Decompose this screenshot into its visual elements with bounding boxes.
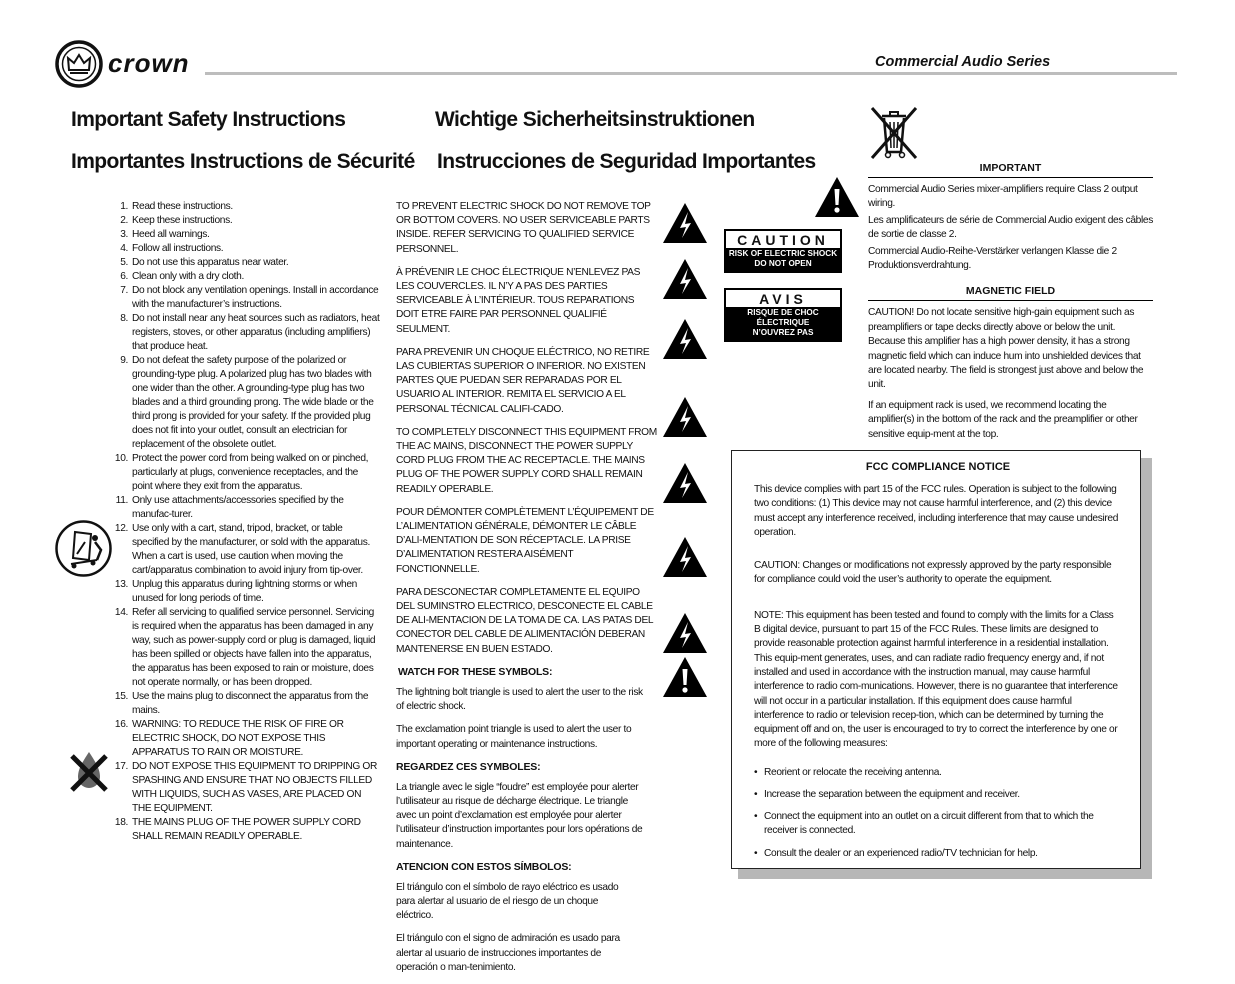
safety-instruction-item xyxy=(112,312,380,354)
safety-instruction-number: 1. xyxy=(120,201,128,212)
safety-instruction-text: Do not block any ventilation openings. Install in accordance with the manufacturer’s instructions. xyxy=(132,285,379,310)
safety-instruction-item xyxy=(112,256,380,270)
safety-instruction-item xyxy=(112,228,380,242)
watch-symbols-heading: WATCH FOR THESE SYMBOLS: xyxy=(398,665,553,678)
brand-wordmark: crown xyxy=(108,48,190,78)
atencion-heading: ATENCION CON ESTOS SÍMBOLOS: xyxy=(396,860,572,873)
safety-instruction-number: 9. xyxy=(120,355,128,366)
safety-instruction-number: 7. xyxy=(120,285,128,296)
title-fr: Importantes Instructions de Sécurité xyxy=(71,150,415,173)
safety-instruction-item xyxy=(112,522,380,578)
title-en: Important Safety Instructions xyxy=(71,108,346,131)
caution-plate-line1: RISK OF ELECTRIC SHOCK xyxy=(728,249,838,258)
lightning-triangle-icon xyxy=(662,202,708,244)
fcc-measure-item: • Consult the dealer or an experienced radio/TV technician for help. xyxy=(754,847,1122,861)
safety-instruction-text: Do not use this apparatus near water. xyxy=(132,257,289,268)
important-heading: IMPORTANT xyxy=(868,162,1153,178)
safety-instruction-number: 17. xyxy=(114,761,128,772)
safety-instruction-number: 13. xyxy=(114,579,128,590)
caution-plate-line2: DO NOT OPEN xyxy=(754,259,812,268)
safety-instruction-text: Heed all warnings. xyxy=(132,229,210,240)
fcc-paragraph-1: This device complies with part 15 of the FCC rules. Operation is subject to the following two conditions: (1) This device may not cause harmful interference, and (2) this device must accept any interference received, including interference that may cause undesired operation. xyxy=(754,484,1119,538)
regardez-heading: REGARDEZ CES SYMBOLES: xyxy=(396,760,541,773)
safety-instruction-item xyxy=(112,578,380,606)
magnetic-field-rack: If an equipment rack is used, we recommend locating the amplifier(s) in the bottom of the rack and the preamplifier or other sensitive equip-ment at the top. xyxy=(868,399,1138,440)
safety-instruction-item xyxy=(112,606,380,690)
exclamation-triangle-icon xyxy=(662,656,708,698)
weee-crossed-bin-icon xyxy=(868,104,920,162)
lightning-triangle-icon xyxy=(662,612,708,654)
safety-instruction-item xyxy=(112,354,380,452)
fcc-paragraph-3: NOTE: This equipment has been tested and found to comply with the limits for a Class B digital device, pursuant to part 15 of the FCC Rules. These limits are designed to provide reasonable protection against harmful interference in a residential installation. This equip-ment generates, uses, and can radiate radio frequency energy and, if not installed and used in accordance with the instruction manual, may cause harmful interference to radio com-munications. However, there is no guarantee that interference will not occur in a particular installation. If this equipment does cause harmful interference to radio or television recep-tion, which can be determined by turning the equipment off and on, the user is encouraged to try to correct the interference by one or more of the following measures: xyxy=(754,609,1118,750)
safety-instruction-item xyxy=(112,242,380,256)
safety-instruction-text: Read these instructions. xyxy=(132,201,233,212)
title-es: Instrucciones de Seguridad Importantes xyxy=(437,150,816,173)
fcc-measure-item: • Reorient or relocate the receiving antenna. xyxy=(754,766,1122,780)
caution-plate-title: CAUTION xyxy=(737,232,829,248)
lightning-triangle-icon xyxy=(662,396,708,438)
disconnect-fr: POUR DÉMONTER COMPLÈTEMENT L’ÉQUIPEMENT DE L’ALIMENTATION GÉNÉRALE, DÉMONTER LE CÂBLE D’ALI-MENTATION DE SON RÉCEPTACLE. LA PRISE D’ALIMENTATION RESTERA AISÉMENT FONCTIONNELLE. xyxy=(396,506,654,575)
safety-instruction-item xyxy=(112,690,380,718)
magnetic-field-caution: CAUTION! Do not locate sensitive high-gain equipment such as preamplifiers or tape decks directly above or below the unit. Because this amplifier has a high power density, it has a strong magnetic field which can induce hum into unshielded devices that are located nearby. The field is strongest just above and below the unit. xyxy=(868,307,1144,391)
safety-instruction-number: 6. xyxy=(120,271,128,282)
safety-instructions-list xyxy=(112,200,380,844)
safety-instruction-number: 11. xyxy=(115,495,128,506)
watch-exclamation-text: The exclamation point triangle is used to alert the user to important operating or maintenance instructions. xyxy=(396,724,632,750)
safety-instruction-number: 18. xyxy=(114,817,128,828)
disconnect-en: TO COMPLETELY DISCONNECT THIS EQUIPMENT FROM THE AC MAINS, DISCONNECT THE POWER SUPPLY CORD PLUG FROM THE AC RECEPTACLE. THE MAINS PLUG OF THE POWER SUPPLY CORD SHALL REMAIN READILY OPERABLE. xyxy=(396,426,657,495)
safety-instruction-text: Use only with a cart, stand, tripod, bracket, or table specified by the manufacturer, or sold with the apparatus. When a cart is used, use caution when moving the cart/apparatus combination to avoid injury from tip-over. xyxy=(132,523,370,576)
exclamation-triangle-icon xyxy=(813,176,861,218)
lightning-triangle-icon xyxy=(662,462,708,504)
caution-plate xyxy=(724,229,842,273)
safety-instruction-number: 5. xyxy=(120,257,128,268)
fcc-measure-item: • Increase the separation between the equipment and receiver. xyxy=(754,788,1122,802)
warning-en: TO PREVENT ELECTRIC SHOCK DO NOT REMOVE TOP OR BOTTOM COVERS. NO USER SERVICEABLE PARTS INSIDE. REFER SERVICING TO QUALIFIED SERVICE PERSONNEL. xyxy=(396,201,651,255)
fcc-paragraph-2: CAUTION: Changes or modifications not expressly approved by the party responsible for compliance could void the user’s authority to operate the equipment. xyxy=(754,560,1112,586)
atencion-exclamation-text: El triángulo con el signo de admiración es usado para alertar al usuario de instrucciones importantes de operación o man-tenimiento. xyxy=(396,933,620,973)
safety-instruction-text: Protect the power cord from being walked on or pinched, particularly at plugs, convenience receptacles, and the point where they exit from the apparatus. xyxy=(132,453,369,492)
series-title: Commercial Audio Series xyxy=(875,54,1051,70)
safety-instruction-text: WARNING: TO REDUCE THE RISK OF FIRE OR ELECTRIC SHOCK, DO NOT EXPOSE THIS APPARATUS TO RAIN OR MOISTURE. xyxy=(132,719,344,758)
important-text-fr: Les amplificateurs de série de Commercial Audio exigent des câbles de sortie de classe 2. xyxy=(868,214,1153,241)
title-de: Wichtige Sicherheitsinstruktionen xyxy=(435,108,755,131)
safety-instruction-number: 4. xyxy=(120,243,128,254)
fcc-measure-item: • Connect the equipment into an outlet on a circuit different from that to which the receiver is connected. xyxy=(754,810,1122,838)
safety-instruction-text: Do not defeat the safety purpose of the polarized or grounding-type plug. A polarized plug has two blades with one wider than the other. A grounding-type plug has two blades and a third grounding prong. The wide blade or the third prong is provided for your safety. If the provided plug does not fit into your outlet, consult an electrician for replacement of the obsolete outlet. xyxy=(132,355,374,450)
safety-instruction-text: Unplug this apparatus during lightning storms or when unused for long periods of time. xyxy=(132,579,357,604)
avis-plate-line1: RISQUE DE CHOC ÉLECTRIQUE xyxy=(747,308,819,327)
crown-logo-icon xyxy=(55,40,103,88)
avis-plate-line2: N’OUVREZ PAS xyxy=(752,328,814,337)
safety-instruction-text: Keep these instructions. xyxy=(132,215,233,226)
safety-instruction-text: DO NOT EXPOSE THIS EQUIPMENT TO DRIPPING OR SPASHING AND ENSURE THAT NO OBJECTS FILLED WITH LIQUIDS, SUCH AS VASES, ARE PLACED ON THE EQUIPMENT. xyxy=(132,761,377,814)
fcc-measures-list xyxy=(754,766,1122,861)
safety-instruction-item xyxy=(112,270,380,284)
safety-instruction-item xyxy=(112,200,380,214)
safety-instruction-number: 3. xyxy=(120,229,128,240)
safety-instruction-text: Clean only with a dry cloth. xyxy=(132,271,244,282)
safety-instruction-text: THE MAINS PLUG OF THE POWER SUPPLY CORD SHALL REMAIN READILY OPERABLE. xyxy=(132,817,361,842)
safety-instruction-text: Use the mains plug to disconnect the apparatus from the mains. xyxy=(132,691,369,716)
fcc-heading: FCC COMPLIANCE NOTICE xyxy=(865,461,1011,473)
safety-instruction-item xyxy=(112,816,380,844)
watch-lightning-text: The lightning bolt triangle is used to alert the user to the risk of electric shock. xyxy=(396,686,643,713)
magnetic-field-heading: MAGNETIC FIELD xyxy=(868,285,1153,301)
safety-instruction-text: Do not install near any heat sources such as radiators, heat registers, stoves, or other apparatus (including amplifiers) that produce heat. xyxy=(132,313,380,352)
lightning-triangle-icon xyxy=(662,258,708,300)
safety-instruction-item xyxy=(112,494,380,522)
safety-instruction-item xyxy=(112,718,380,760)
atencion-lightning-text: El triángulo con el símbolo de rayo eléctrico es usado para alertar al usuario de el riesgo de un choque eléctrico. xyxy=(396,881,619,922)
safety-instruction-number: 10. xyxy=(114,453,128,464)
safety-instruction-item xyxy=(112,760,380,816)
no-liquids-icon xyxy=(68,748,110,794)
safety-instruction-number: 8. xyxy=(120,313,128,324)
warning-fr: À PRÉVENIR LE CHOC ÉLECTRIQUE N’ENLEVEZ PAS LES COUVERCLES. IL N’Y A PAS DES PARTIES SERVICEABLE À L’INTÉRIEUR. TOUS REPARATIONS DOIT ETRE FAIRE PAR PERSONNEL QUALIFIÉ SEULMENT. xyxy=(396,266,641,335)
lightning-triangle-icon xyxy=(662,536,708,578)
safety-instruction-item xyxy=(112,214,380,228)
lightning-triangle-icon xyxy=(662,318,708,360)
safety-instruction-item xyxy=(112,284,380,312)
safety-instruction-number: 2. xyxy=(120,215,128,226)
cart-tip-over-warning-icon xyxy=(55,520,112,577)
safety-instruction-number: 16. xyxy=(114,719,128,730)
disconnect-es: PARA DESCONECTAR COMPLETAMENTE EL EQUIPO DEL SUMINSTRO ELECTRICO, DESCONECTE EL CABLE DE ALI-MENTACION DE LA TOMA DE CA. LAS PATAS DEL CONECTOR DEL CABLE DE ALIMENTACIÓN DEBERAN MANTENERSE EN BUEN ESTADO. xyxy=(396,586,653,655)
safety-instruction-text: Follow all instructions. xyxy=(132,243,224,254)
regardez-text: La triangle avec le sigle “foudre” est employée pour alerter l’utilisateur au risque de décharge électrique. Le triangle avec un point d’exclamation est employée pour alerter l’utilisateur d’instruction importantes pour lors opérations de maintenance. xyxy=(396,781,643,850)
avis-plate xyxy=(724,288,842,342)
right-column xyxy=(868,162,1153,446)
warning-es: PARA PREVENIR UN CHOQUE ELÉCTRICO, NO RETIRE LAS CUBIERTAS SUPERIOR O INFERIOR. NO EXISTEN PARTES QUE PUEDAN SER REPARADAS POR EL USUARIO AL INTERIOR. REMITA EL SERVICIO A EL PERSONAL TÉCNICAL CALIFI-CADO. xyxy=(396,346,650,415)
avis-plate-title: AVIS xyxy=(759,291,807,307)
important-text-en: Commercial Audio Series mixer-amplifiers require Class 2 output wiring. xyxy=(868,184,1138,210)
safety-instruction-number: 15. xyxy=(114,691,128,702)
safety-instruction-number: 14. xyxy=(114,607,128,618)
fcc-compliance-box xyxy=(731,450,1141,869)
safety-instruction-text: Only use attachments/accessories specified by the manufac-turer. xyxy=(132,495,344,520)
safety-instruction-number: 12. xyxy=(114,523,128,534)
middle-column xyxy=(396,200,658,984)
header-rule xyxy=(205,72,1177,75)
important-text-de: Commercial Audio-Reihe-Verstärker verlangen Klasse die 2 Produktionsverdrahtung. xyxy=(868,245,1117,272)
safety-instruction-text: Refer all servicing to qualified service personnel. Servicing is required when the apparatus has been damaged in any way, such as power-supply cord or plug is damaged, liquid has been spilled or objects have fallen into the apparatus, the apparatus has been exposed to rain or moisture, does not operate normally, or has been dropped. xyxy=(132,607,376,688)
safety-instruction-item xyxy=(112,452,380,494)
